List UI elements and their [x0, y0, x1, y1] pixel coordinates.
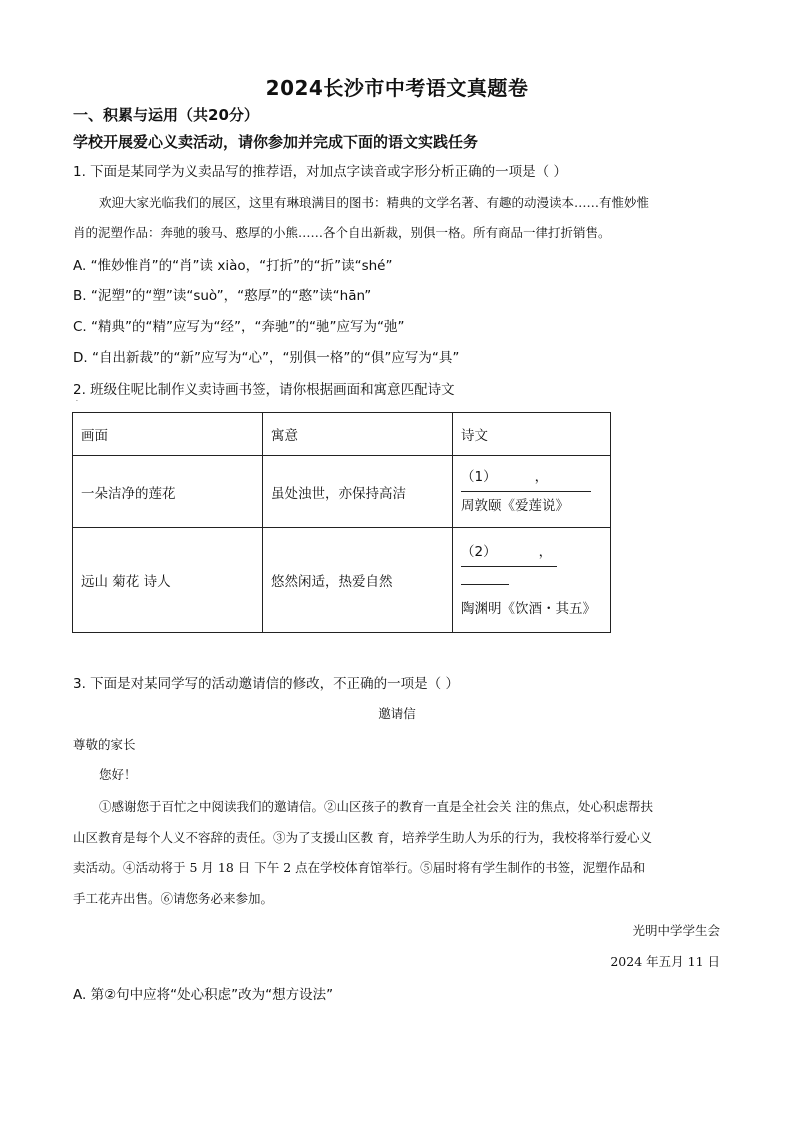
letter-date: 2024 年五月 11 日 [610, 954, 720, 969]
table-header-poem: 诗文 [453, 413, 611, 456]
stray-mark: · [76, 398, 78, 405]
letter-title: 邀请信 [378, 706, 416, 721]
table-row [73, 528, 611, 633]
task-heading: 学校开展爱心义卖活动，请你参加并完成下面的语文实践任务 [73, 133, 479, 151]
question-1-option-d: D. “自出新裁”的“新”应写为“心”，“别俱一格”的“俱”应写为“具” [73, 350, 460, 366]
table-header-picture: 画面 [73, 413, 263, 456]
question-1-option-c: C. “精典”的“精”应写为“经”，“奔驰”的“驰”应写为“弛” [73, 319, 405, 335]
row-2-meaning: 悠然闲适，热爱自然 [263, 528, 453, 633]
question-2-stem: 2. 班级住呢比制作义卖诗画书签，请你根据画面和寓意匹配诗文 [73, 382, 455, 398]
table-header-row [73, 413, 611, 456]
row-1-source: 周敦颐《爱莲说》 [461, 498, 569, 514]
question-1-stem: 1. 下面是某同学为义卖品写的推荐语，对加点字读音或字形分析正确的一项是（ ） [73, 164, 567, 180]
letter-body-line-3: 卖活动。④活动将于 5 月 18 日 下午 2 点在学校体育馆举行。⑤届时将有学生制作的书签，泥塑作品和 [73, 860, 646, 875]
page-title: 2024长沙市中考语文真题卷 [265, 76, 529, 100]
question-1-passage-line-1: 欢迎大家光临我们的展区，这里有琳琅满目的图书：精典的文学名著、有趣的动漫读本……有惟妙惟 [99, 195, 650, 210]
letter-body-line-2: 山区教育是每个人义不容辞的责任。③为了支援山区教 育，培养学生助人为乐的行为，我校将举行爱心义 [73, 830, 652, 845]
row-1-picture: 一朵洁净的莲花 [73, 456, 263, 528]
question-1-option-a: A. “惟妙惟肖”的“肖”读 xiào，“打折”的“折”读“shé” [73, 258, 393, 274]
letter-body-line-1: ①感谢您于百忙之中阅读我们的邀请信。②山区孩子的教育一直是全社会关 注的焦点，处心积虑帮扶 [99, 799, 653, 814]
letter-signature: 光明中学学生会 [632, 923, 720, 938]
row-1-meaning: 虽处浊世，亦保持高洁 [263, 456, 453, 528]
question-1-option-b: B. “泥塑”的“塑”读“suò”，“憨厚”的“憨”读“hān” [73, 288, 372, 304]
row-2-source: 陶渊明《饮酒・其五》 [461, 600, 596, 617]
answer-blank-1[interactable]: （1） ， [461, 463, 591, 492]
letter-greeting: 您好！ [99, 767, 137, 782]
answer-blank-2[interactable]: （2） ， [461, 538, 557, 567]
row-2-blank-line [461, 538, 602, 567]
row-1-poem [453, 456, 611, 528]
question-3-option-a: A. 第②句中应将“处心积虑”改为“想方设法” [73, 987, 334, 1003]
row-2-picture: 远山 菊花 诗人 [73, 528, 263, 633]
row-1-blank-line [461, 463, 602, 492]
table-row [73, 456, 611, 528]
answer-blank-2-continued[interactable] [461, 568, 509, 585]
question-1-passage-line-2: 肖的泥塑作品：奔驰的骏马、憨厚的小熊……各个自出新裁，别俱一格。所有商品一律打折销售。 [73, 225, 611, 240]
question-3-stem: 3. 下面是对某同学写的活动邀请信的修改，不正确的一项是（ ） [73, 676, 459, 692]
poem-table [72, 412, 611, 633]
letter-body-line-4: 手工花卉出售。⑥请您务必来参加。 [73, 891, 274, 906]
letter-salutation: 尊敬的家长 [73, 737, 136, 752]
table-header-meaning: 寓意 [263, 413, 453, 456]
row-2-poem [453, 528, 611, 633]
row-2-blank-line-2 [461, 567, 602, 595]
section-heading: 一、积累与运用（共20分） [73, 106, 259, 124]
